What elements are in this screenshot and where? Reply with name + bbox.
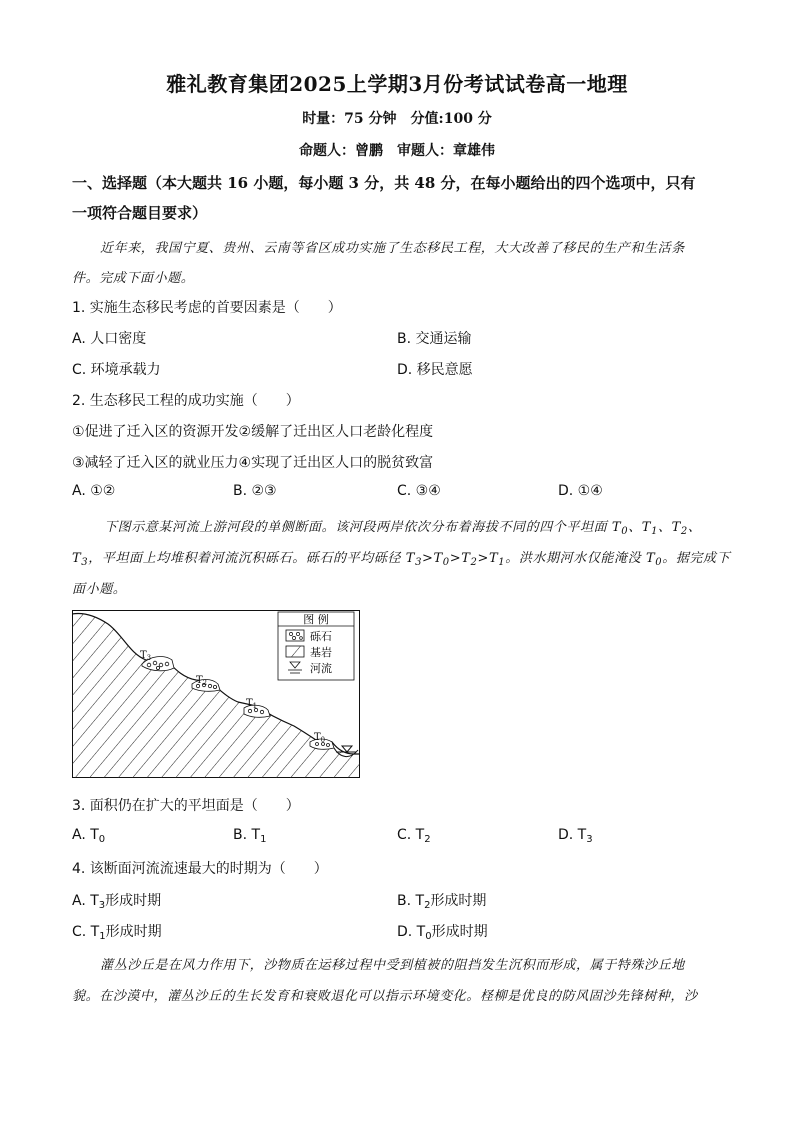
legend-river-label: 河流 — [310, 662, 332, 675]
legend-gravel-label: 砾石 — [310, 630, 332, 643]
q3-option-c[interactable]: C. $T_2$ — [397, 827, 431, 845]
q4-stem: 4. 该断面河流流速最大的时期为（ ） — [72, 861, 328, 877]
q2-option-b[interactable]: B. ②③ — [233, 483, 277, 499]
q2-statement-2: ③减轻了迁入区的就业压力④实现了迁出区人口的脱贫致富 — [72, 455, 434, 471]
q4-option-b[interactable]: B. $T_2$形成时期 — [397, 893, 487, 911]
passage3-line1: 灌丛沙丘是在风力作用下，沙物质在运移过程中受到植被的阻挡发生沉积而形成，属于特殊沙丘地 — [100, 958, 685, 973]
q1-stem: 1. 实施生态移民考虑的首要因素是（ ） — [72, 300, 342, 316]
q3-option-d[interactable]: D. $T_3$ — [558, 827, 593, 845]
q1-option-b[interactable]: B. 交通运输 — [397, 331, 472, 347]
q4-option-d[interactable]: D. $T_0$形成时期 — [397, 924, 488, 942]
legend-title: 图 例 — [303, 613, 329, 626]
exam-title: 雅礼教育集团2025上学期3月份考试试卷高一地理 — [166, 72, 628, 96]
q2-stem: 2. 生态移民工程的成功实施（ ） — [72, 393, 300, 409]
passage3-line2: 貌。在沙漠中，灌丛沙丘的生长发育和衰败退化可以指示环境变化。柽柳是优良的防风固沙先锋树种，沙 — [72, 989, 698, 1004]
q1-option-d[interactable]: D. 移民意愿 — [397, 362, 473, 378]
exam-time-score: 时量：75 分钟 分值:100 分 — [302, 111, 492, 127]
label-t1: $T_1$ — [246, 698, 258, 710]
exam-authors: 命题人：曾鹏 审题人：章雄伟 — [299, 143, 495, 159]
q3-stem: 3. 面积仍在扩大的平坦面是（ ） — [72, 798, 300, 814]
section-heading-line1: 一、选择题（本大题共 16 小题，每小题 3 分，共 48 分，在每小题给出的四个选项中，只有 — [72, 174, 696, 192]
section-heading-line2: 一项符合题目要求） — [72, 204, 208, 222]
legend-bedrock-label: 基岩 — [310, 646, 332, 659]
figure-legend — [278, 612, 354, 680]
passage1-line2: 件。完成下面小题。 — [72, 271, 195, 286]
q2-option-a[interactable]: A. ①② — [72, 483, 116, 499]
passage2-line3: 面小题。 — [72, 582, 127, 597]
q4-option-c[interactable]: C. $T_1$形成时期 — [72, 924, 162, 942]
q2-option-d[interactable]: D. ①④ — [558, 483, 603, 499]
label-t0: $T_0$ — [314, 732, 326, 744]
q2-statement-1: ①促进了迁入区的资源开发②缓解了迁出区人口老龄化程度 — [72, 424, 434, 440]
q1-option-c[interactable]: C. 环境承载力 — [72, 362, 161, 378]
river-cross-section-figure — [72, 610, 360, 778]
passage2-line1: 下图示意某河流上游河段的单侧断面。该河段两岸依次分布着海拔不同的四个平坦面 $T_0$、$T_1$、$T_2$、 — [104, 520, 702, 537]
q3-option-a[interactable]: A. $T_0$ — [72, 827, 106, 845]
passage1-line1: 近年来，我国宁夏、贵州、云南等省区成功实施了生态移民工程，大大改善了移民的生产和生活条 — [100, 241, 685, 256]
q3-option-b[interactable]: B. $T_1$ — [233, 827, 267, 845]
label-t2: $T_2$ — [196, 675, 208, 687]
label-t3: $T_3$ — [140, 650, 152, 662]
q2-option-c[interactable]: C. ③④ — [397, 483, 441, 499]
q4-option-a[interactable]: A. $T_3$形成时期 — [72, 893, 162, 911]
passage2-line2: $T_3$，平坦面上均堆积着河流沉积砾石。砾石的平均砾径 $T_3>T_0>T_2>T_1$。洪水期河水仅能淹没 $T_0$。据完成下 — [72, 551, 731, 568]
q1-option-a[interactable]: A. 人口密度 — [72, 331, 147, 347]
